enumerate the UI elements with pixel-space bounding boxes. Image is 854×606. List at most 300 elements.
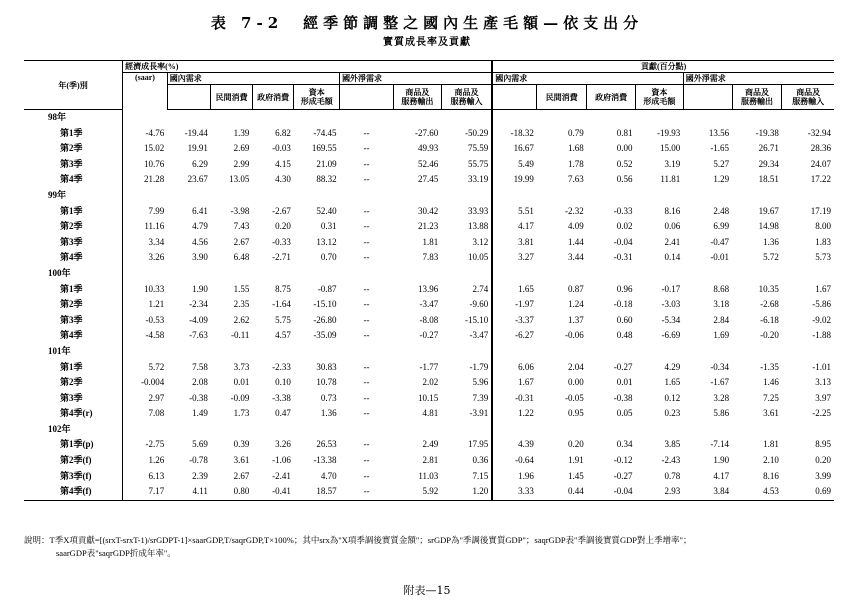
table-cell (683, 188, 732, 204)
table-cell: 5.27 (713, 158, 730, 169)
table-cell (441, 422, 492, 438)
table-cell (732, 344, 782, 360)
table-cell (294, 110, 340, 126)
table-cell (123, 344, 168, 360)
table-cell: 2.10 (763, 455, 779, 466)
table-row (24, 391, 834, 407)
table-cell (394, 344, 442, 360)
table-cell: -35.09 (313, 330, 337, 341)
table-cell: 10.78 (316, 377, 337, 388)
table-cell: 17.19 (810, 205, 831, 216)
table-cell: 1.29 (713, 174, 730, 185)
table-cell: 1.96 (492, 469, 537, 485)
table-cell: 6.06 (492, 360, 537, 376)
table-cell: 0.34 (616, 439, 633, 450)
table-cell: 6.41 (192, 205, 208, 216)
table-cell: 3.33 (492, 484, 537, 500)
table-cell: 3.12 (472, 236, 489, 247)
table-cell: 19.67 (758, 205, 779, 216)
table-cell: 4.79 (192, 221, 208, 232)
table-cell: -32.94 (807, 127, 831, 138)
table-cell: 7.63 (567, 174, 584, 185)
table-cell (294, 266, 340, 282)
table-cell: -2.32 (564, 205, 584, 216)
table-cell: 0.56 (616, 174, 633, 185)
table-cell (782, 266, 834, 282)
table-cell: 3.28 (713, 392, 730, 403)
table-cell: 14.98 (758, 221, 779, 232)
table-cell: 169.55 (311, 143, 337, 154)
table-cell: 1.67 (815, 283, 831, 294)
table-cell: 0.80 (211, 484, 253, 500)
table-cell: 0.81 (616, 127, 633, 138)
table-cell: 21.28 (123, 172, 168, 188)
footnote-line-2: saarGDP表"saqrGDP折成年率"。 (56, 548, 176, 558)
table-cell: 55.75 (468, 158, 489, 169)
table-cell: 7.83 (422, 252, 439, 263)
table-cell: 3.26 (123, 250, 168, 266)
table-cell: -- (363, 127, 370, 138)
table-cell: 1.55 (233, 283, 250, 294)
table-cell: 5.73 (815, 252, 831, 263)
table-cell: 1.67 (492, 375, 537, 391)
table-cell: 7.43 (233, 221, 250, 232)
gdp-table (24, 60, 834, 501)
table-cell (167, 110, 211, 126)
table-cell (441, 344, 492, 360)
table-cell: 3.90 (192, 252, 208, 263)
table-cell: 0.48 (616, 330, 633, 341)
table-cell: 18.57 (294, 484, 340, 500)
table-cell: 1.91 (567, 455, 584, 466)
table-cell: 10.76 (123, 157, 168, 173)
table-cell: 26.53 (316, 439, 337, 450)
year-label: 102年 (48, 423, 71, 434)
table-cell: 2.69 (233, 143, 250, 154)
table-cell: 3.81 (492, 235, 537, 251)
table-cell: 7.08 (123, 406, 168, 422)
contrib-government-header: 政府消費 (587, 85, 636, 110)
table-cell (537, 422, 587, 438)
table-cell: -1.88 (812, 330, 831, 341)
table-cell: -0.20 (760, 330, 779, 341)
government-header: 政府消費 (252, 85, 294, 110)
table-row (24, 469, 834, 485)
table-cell: 2.67 (233, 236, 250, 247)
table-cell: -1.64 (272, 299, 291, 310)
table-cell: 1.44 (567, 236, 584, 247)
table-cell: 11.16 (123, 219, 168, 235)
table-cell: -0.06 (564, 330, 584, 341)
table-cell: 1.90 (713, 455, 730, 466)
table-cell: 0.31 (320, 221, 337, 232)
table-cell: -19.44 (184, 127, 208, 138)
table-cell (294, 422, 340, 438)
table-cell: 19.99 (492, 172, 537, 188)
table-cell: 1.24 (567, 299, 584, 310)
table-cell: 1.45 (567, 470, 584, 481)
table-cell (211, 422, 253, 438)
table-cell: -1.77 (419, 361, 439, 372)
table-row (24, 250, 834, 266)
table-cell: 2.08 (192, 377, 208, 388)
table-row (24, 328, 834, 344)
table-row (24, 204, 834, 220)
table-cell: 4.56 (192, 236, 208, 247)
table-cell: 8.16 (664, 205, 681, 216)
table-cell (732, 422, 782, 438)
table-cell: 0.36 (472, 455, 489, 466)
table-cell: 0.23 (664, 408, 681, 419)
table-cell: 0.52 (616, 158, 633, 169)
table-cell: 3.19 (664, 158, 681, 169)
contrib-private-header: 民間消費 (537, 85, 587, 110)
table-cell: 0.44 (537, 484, 587, 500)
table-cell: 7.99 (123, 204, 168, 220)
table-cell: 3.61 (763, 408, 779, 419)
quarter-label: 第4季(f) (24, 484, 123, 500)
table-row (24, 266, 834, 282)
table-cell: 49.93 (418, 143, 439, 154)
table-cell (441, 266, 492, 282)
table-cell: 0.12 (664, 392, 681, 403)
table-cell (340, 344, 394, 360)
imports-header: 商品及 服務輸入 (441, 85, 492, 110)
table-row (24, 157, 834, 173)
table-cell: -2.75 (123, 437, 168, 453)
table-cell: 2.74 (472, 283, 489, 294)
table-cell: 1.68 (567, 143, 584, 154)
table-cell: -2.25 (812, 408, 831, 419)
table-cell: 1.21 (123, 297, 168, 313)
table-cell: -- (363, 439, 370, 450)
table-cell: 4.17 (492, 219, 537, 235)
table-cell: 4.09 (567, 221, 584, 232)
year-label: 101年 (48, 345, 71, 356)
contrib-exports-header: 商品及 服務輸出 (732, 85, 782, 110)
table-cell: 16.67 (492, 141, 537, 157)
table-cell (683, 266, 732, 282)
table-cell (782, 188, 834, 204)
table-cell: 3.13 (815, 377, 831, 388)
table-cell (294, 344, 340, 360)
table-cell (394, 110, 442, 126)
table-cell (683, 422, 732, 438)
table-cell: 3.44 (567, 252, 584, 263)
table-cell: -0.04 (587, 484, 636, 500)
table-cell: 3.61 (233, 455, 250, 466)
table-cell: 8.68 (713, 283, 730, 294)
table-row (24, 110, 834, 126)
table-cell: -26.80 (313, 314, 337, 325)
table-cell: 0.01 (616, 377, 633, 388)
table-cell: -- (363, 314, 370, 325)
table-cell: 13.12 (316, 236, 337, 247)
table-cell: 10.05 (468, 252, 489, 263)
table-cell: -1.67 (710, 377, 730, 388)
table-row (24, 375, 834, 391)
table-cell: 26.71 (758, 143, 779, 154)
table-row (24, 453, 834, 469)
quarter-label: 第4季 (60, 330, 83, 341)
table-cell: 3.97 (815, 392, 831, 403)
table-row (24, 219, 834, 235)
table-cell: -2.33 (272, 361, 291, 372)
table-cell: 4.81 (422, 408, 439, 419)
table-cell: 4.39 (492, 437, 537, 453)
table-cell: 7.17 (123, 484, 168, 500)
table-cell: -15.10 (313, 299, 337, 310)
quarter-label: 第2季 (60, 143, 83, 154)
table-cell: -0.38 (613, 392, 633, 403)
table-cell (441, 188, 492, 204)
table-cell: -0.87 (317, 283, 337, 294)
table-cell: -- (363, 330, 370, 341)
table-cell: -- (363, 158, 370, 169)
table-cell (340, 110, 394, 126)
table-cell: -2.43 (661, 455, 681, 466)
table-cell: 2.02 (422, 377, 439, 388)
table-cell: 0.01 (233, 377, 250, 388)
table-cell: 13.88 (468, 221, 489, 232)
table-cell (636, 344, 684, 360)
table-cell: -1.01 (812, 361, 831, 372)
contrib-domestic-header: 國內需求 (492, 73, 683, 85)
table-cell: 1.46 (763, 377, 779, 388)
table-cell: 5.72 (123, 360, 168, 376)
table-cell: 2.41 (664, 236, 681, 247)
table-cell: 10.35 (758, 283, 779, 294)
table-cell: -6.69 (661, 330, 681, 341)
table-cell: 24.07 (810, 158, 831, 169)
table-cell (340, 422, 394, 438)
table-cell: 88.32 (316, 174, 337, 185)
table-cell: -0.31 (613, 252, 633, 263)
table-row (24, 172, 834, 188)
table-cell: 29.34 (758, 158, 779, 169)
table-cell (492, 188, 537, 204)
table-cell: 15.02 (123, 141, 168, 157)
table-cell (211, 110, 253, 126)
table-cell (211, 344, 253, 360)
table-cell (492, 110, 537, 126)
table-row (24, 406, 834, 422)
table-cell: 3.27 (492, 250, 537, 266)
table-cell (636, 188, 684, 204)
quarter-label: 第1季 (60, 205, 83, 216)
table-cell: -4.58 (123, 328, 168, 344)
table-cell (294, 188, 340, 204)
table-cell: 0.95 (567, 408, 584, 419)
table-cell: -3.47 (469, 330, 489, 341)
table-cell: 1.90 (192, 283, 208, 294)
table-cell (587, 188, 636, 204)
table-cell (537, 188, 587, 204)
table-cell: 13.56 (708, 127, 730, 138)
quarter-label: 第3季 (60, 314, 83, 325)
quarter-label: 第4季(r) (60, 408, 93, 419)
table-cell: -- (340, 484, 394, 500)
external-header: 國外淨需求 (340, 73, 493, 85)
table-cell (167, 188, 211, 204)
table-cell: 1.81 (763, 439, 779, 450)
table-cell: 10.33 (123, 282, 168, 298)
table-cell: 2.62 (233, 314, 250, 325)
table-cell: 0.05 (616, 408, 633, 419)
table-cell: 5.69 (192, 439, 208, 450)
table-cell (683, 110, 732, 126)
table-cell: 30.42 (418, 205, 439, 216)
quarter-label: 第1季(p) (60, 439, 94, 450)
table-cell (636, 422, 684, 438)
table-cell: -13.38 (313, 455, 337, 466)
table-cell: 0.20 (275, 221, 291, 232)
table-cell (340, 188, 394, 204)
table-cell: -3.47 (419, 299, 439, 310)
table-cell (394, 188, 442, 204)
table-cell: -0.31 (492, 391, 537, 407)
table-cell: 4.57 (275, 330, 291, 341)
table-cell: 52.46 (418, 158, 439, 169)
table-cell: -- (363, 252, 370, 263)
table-cell (492, 266, 537, 282)
table-cell: -0.03 (272, 143, 291, 154)
table-row (24, 126, 834, 142)
table-cell: 0.20 (567, 439, 584, 450)
quarter-label: 第4季 (60, 252, 83, 263)
table-cell: 3.84 (683, 484, 732, 500)
table-cell (636, 266, 684, 282)
table-cell: -- (363, 299, 370, 310)
table-cell: -- (363, 143, 370, 154)
table-cell: 4.53 (732, 484, 782, 500)
table-cell: 1.83 (815, 236, 831, 247)
quarter-label: 第2季 (60, 221, 83, 232)
table-cell: 6.82 (275, 127, 291, 138)
table-cell: 19.91 (187, 143, 208, 154)
table-cell: 4.29 (664, 361, 681, 372)
table-cell: -3.38 (272, 392, 291, 403)
table-cell: 1.36 (320, 408, 337, 419)
table-cell: -0.33 (613, 205, 633, 216)
table-row (24, 360, 834, 376)
table-cell: -- (363, 221, 370, 232)
table-cell (587, 110, 636, 126)
table-cell: 0.39 (233, 439, 250, 450)
table-cell (537, 344, 587, 360)
table-row (24, 188, 834, 204)
table-row (24, 344, 834, 360)
table-cell: 2.04 (567, 361, 584, 372)
table-cell: 23.67 (187, 174, 208, 185)
table-cell (782, 344, 834, 360)
year-label: 98年 (48, 112, 67, 122)
table-cell: 0.87 (567, 283, 584, 294)
table-cell: -0.11 (230, 330, 250, 341)
table-cell (211, 188, 253, 204)
table-cell: 6.29 (192, 158, 208, 169)
growth-group-header: 經濟成長率(%) (123, 61, 493, 73)
table-cell: 7.58 (192, 361, 208, 372)
table-cell: 2.81 (422, 455, 439, 466)
table-cell: 28.36 (810, 143, 831, 154)
table-cell: 0.02 (616, 221, 633, 232)
table-cell: 1.65 (664, 377, 681, 388)
table-cell: -0.34 (710, 361, 730, 372)
table-cell: 52.40 (316, 205, 337, 216)
table-cell: 3.85 (664, 439, 681, 450)
table-cell: -27.60 (415, 127, 439, 138)
table-cell: -0.33 (272, 236, 291, 247)
table-cell: -0.05 (564, 392, 584, 403)
table-cell: -- (363, 283, 370, 294)
table-cell: 11.81 (660, 174, 681, 185)
private-header: 民間消費 (211, 85, 253, 110)
table-cell (587, 344, 636, 360)
table-cell: 1.39 (233, 127, 250, 138)
page-footer: 附表—15 (403, 584, 451, 597)
table-cell: 5.51 (492, 204, 537, 220)
table-cell (782, 422, 834, 438)
table-cell: 4.15 (275, 158, 291, 169)
table-cell: -0.27 (419, 330, 439, 341)
table-cell: 3.26 (275, 439, 291, 450)
table-cell: -1.97 (492, 297, 537, 313)
table-cell (587, 422, 636, 438)
table-cell (252, 266, 294, 282)
table-cell: 8.95 (815, 439, 831, 450)
table-cell: 1.20 (441, 484, 492, 500)
table-row (24, 437, 834, 453)
table-cell: 1.22 (492, 406, 537, 422)
table-cell: 8.00 (815, 221, 831, 232)
table-cell: -0.78 (189, 455, 208, 466)
table-cell: -0.12 (613, 455, 633, 466)
table-cell: -7.63 (189, 330, 208, 341)
table-cell: 0.47 (275, 408, 291, 419)
table-cell: -2.41 (272, 470, 291, 481)
table-cell: 6.99 (713, 221, 730, 232)
capital-header: 資本 形成毛額 (294, 85, 340, 110)
table-cell (683, 344, 732, 360)
domestic-blank (167, 85, 211, 110)
table-cell (252, 344, 294, 360)
page-subtitle: 實質成長率及貢獻 (383, 37, 471, 48)
table-cell: -3.37 (492, 313, 537, 329)
table-cell: -4.09 (189, 314, 208, 325)
table-cell: -5.86 (812, 299, 831, 310)
table-cell: 5.72 (763, 252, 779, 263)
table-cell: -7.14 (710, 439, 730, 450)
table-cell: 3.18 (713, 299, 730, 310)
table-cell: 5.92 (394, 484, 442, 500)
table-cell (441, 110, 492, 126)
table-cell: 7.25 (763, 392, 779, 403)
table-cell (252, 422, 294, 438)
table-cell: 1.49 (192, 408, 208, 419)
table-cell: -- (363, 205, 370, 216)
table-cell: 2.35 (233, 299, 250, 310)
table-cell: -0.38 (189, 392, 208, 403)
table-cell: 2.49 (422, 439, 439, 450)
table-cell: -3.98 (230, 205, 250, 216)
table-cell: 5.75 (275, 314, 291, 325)
table-cell: -- (363, 455, 370, 466)
table-cell: -- (363, 236, 370, 247)
table-row (24, 484, 834, 500)
table-cell: 1.73 (233, 408, 250, 419)
table-cell: 0.00 (567, 377, 584, 388)
